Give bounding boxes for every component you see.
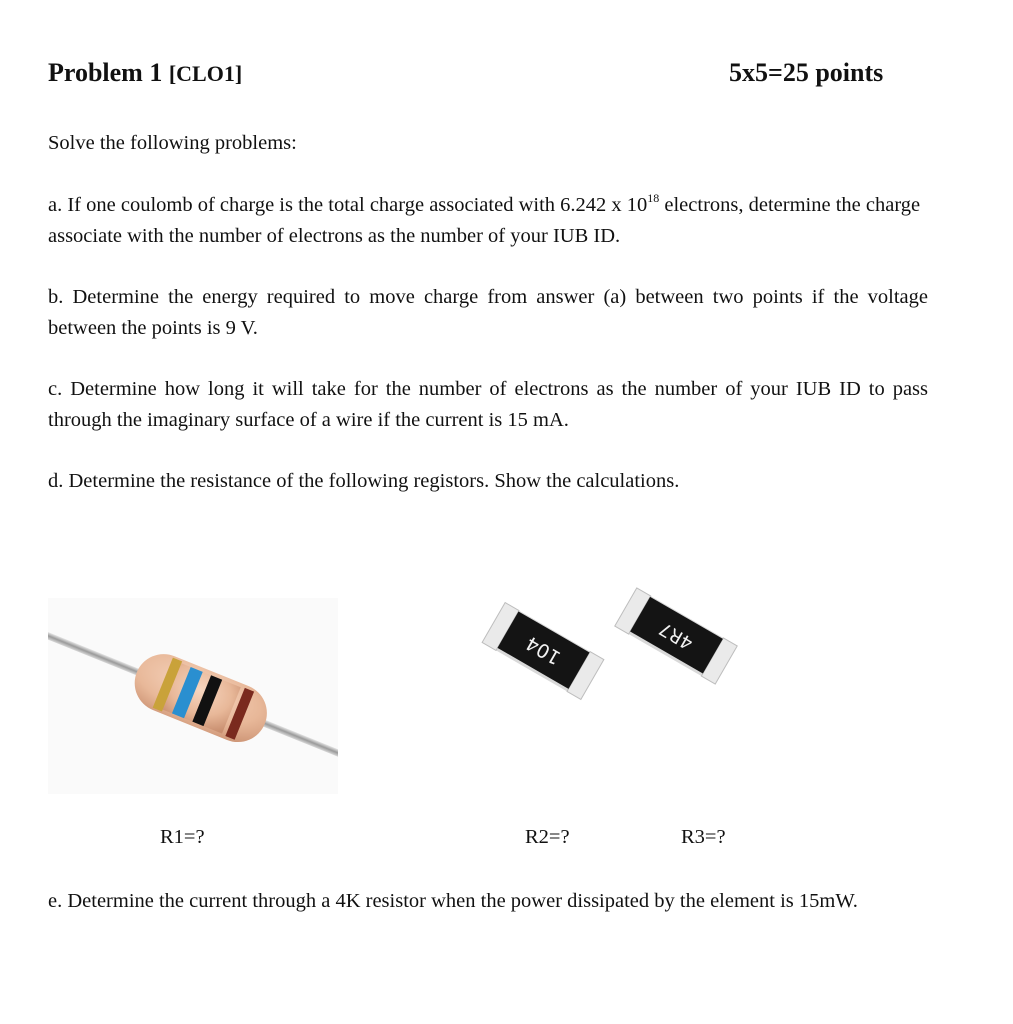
problem-heading: Problem 1 <box>48 58 163 87</box>
r2-label: R2=? <box>525 826 570 848</box>
problem-a-exponent: 18 <box>647 191 660 205</box>
smd-code-4r7: 4R7 <box>655 617 697 654</box>
problem-title <box>48 58 242 88</box>
problem-c: c. Determine how long it will take for the number of electrons as the number of your IUB ID to pass through the imaginary surface of a wire if the current is 15 mA. <box>48 378 928 431</box>
clo-tag: [CLO1] <box>168 61 243 86</box>
smd-resistor-104-image <box>478 596 608 706</box>
problem-a-text-start: a. If one coulomb of charge is the total charge associated with 6.242 x 10 <box>48 194 648 216</box>
smd-resistor-4r7-drawing <box>610 584 742 688</box>
r1-label: R1=? <box>160 826 205 848</box>
smd-resistor-4r7-image <box>610 584 742 688</box>
smd-resistor-104-drawing <box>478 596 608 706</box>
intro-text: Solve the following problems: <box>48 132 297 154</box>
r3-label: R3=? <box>681 826 726 848</box>
axial-resistor-drawing <box>48 598 338 794</box>
problem-a-text-end: electrons, determine the charge associate with the number of electrons as the number of your IUB ID. <box>48 194 921 247</box>
axial-resistor-image <box>48 598 338 794</box>
problem-a <box>48 190 928 252</box>
smd-code-104: 104 <box>522 631 565 669</box>
problem-d: d. Determine the resistance of the following registors. Show the calculations. <box>48 470 680 492</box>
points-label: 5x5=25 points <box>729 58 884 87</box>
problem-e: e. Determine the current through a 4K resistor when the power dissipated by the element is 15mW. <box>48 890 858 912</box>
problem-b: b. Determine the energy required to move charge from answer (a) between two points if the voltage between the points is 9 V. <box>48 286 928 339</box>
